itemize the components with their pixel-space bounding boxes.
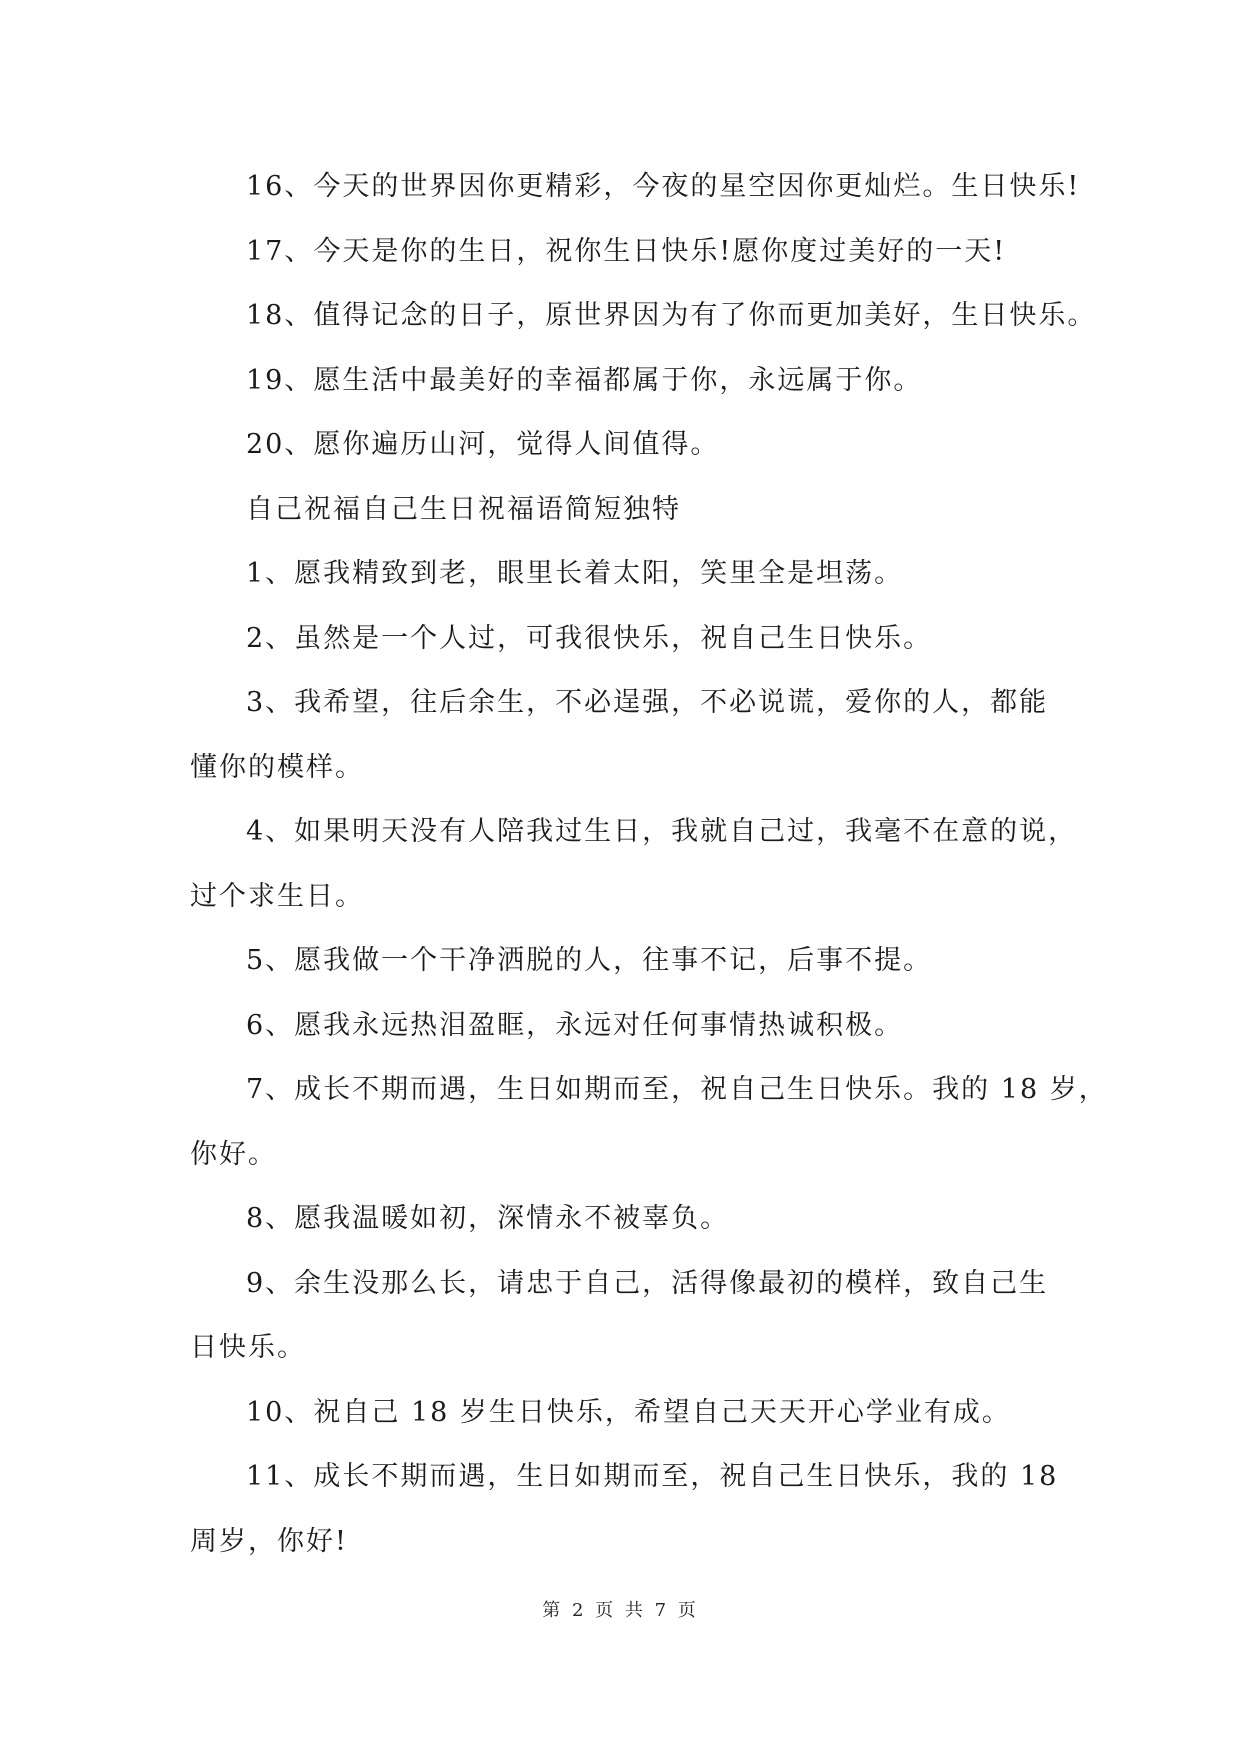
document-body: [190, 155, 1108, 1574]
wish-item-3-continued: 懂你的模样。: [190, 751, 364, 783]
wish-item-5: 5、愿我做一个干净洒脱的人，往事不记，后事不提。: [246, 945, 933, 976]
wish-item-17: 17、今天是你的生日，祝你生日快乐!愿你度过美好的一天!: [246, 235, 1007, 267]
wish-item-2: 2、虽然是一个人过，可我很快乐，祝自己生日快乐。: [246, 622, 933, 654]
wish-item-1: 1、愿我精致到老，眼里长着太阳，笑里全是坦荡。: [246, 558, 904, 589]
wish-item-7: 7、成长不期而遇，生日如期而至，祝自己生日快乐。我的 18 岁，: [246, 1074, 1108, 1105]
wish-item-4: 4、如果明天没有人陪我过生日，我就自己过，我毫不在意的说，: [246, 816, 1078, 847]
wish-item-9-continued: 日快乐。: [190, 1332, 306, 1363]
wish-item-16: 16、今天的世界因你更精彩，今夜的星空因你更灿烂。生日快乐!: [246, 171, 1081, 202]
wish-item-11-continued: 周岁，你好!: [190, 1525, 348, 1557]
wish-item-9: 9、余生没那么长，请忠于自己，活得像最初的模样，致自己生: [246, 1267, 1049, 1299]
wish-item-7-continued: 你好。: [190, 1138, 277, 1170]
page-footer: 第 2 页 共 7 页: [542, 1600, 699, 1621]
wish-item-6: 6、愿我永远热泪盈眶，永远对任何事情热诚积极。: [246, 1009, 904, 1041]
wish-item-8: 8、愿我温暖如初，深情永不被辜负。: [246, 1203, 730, 1234]
wish-item-20: 20、愿你遍历山河，觉得人间值得。: [246, 429, 720, 460]
section-heading: 自己祝福自己生日祝福语简短独特: [246, 493, 681, 525]
wish-item-4-continued: 过个求生日。: [190, 880, 364, 912]
wish-item-3: 3、我希望，往后余生，不必逞强，不必说谎，爱你的人，都能: [246, 687, 1049, 718]
wish-item-10: 10、祝自己 18 岁生日快乐，希望自己天天开心学业有成。: [246, 1396, 1011, 1428]
wish-item-11: 11、成长不期而遇，生日如期而至，祝自己生日快乐，我的 18: [246, 1461, 1059, 1492]
wish-item-19: 19、愿生活中最美好的幸福都属于你，永远属于你。: [246, 364, 923, 396]
wish-item-18: 18、值得记念的日子，原世界因为有了你而更加美好，生日快乐。: [246, 300, 1097, 331]
